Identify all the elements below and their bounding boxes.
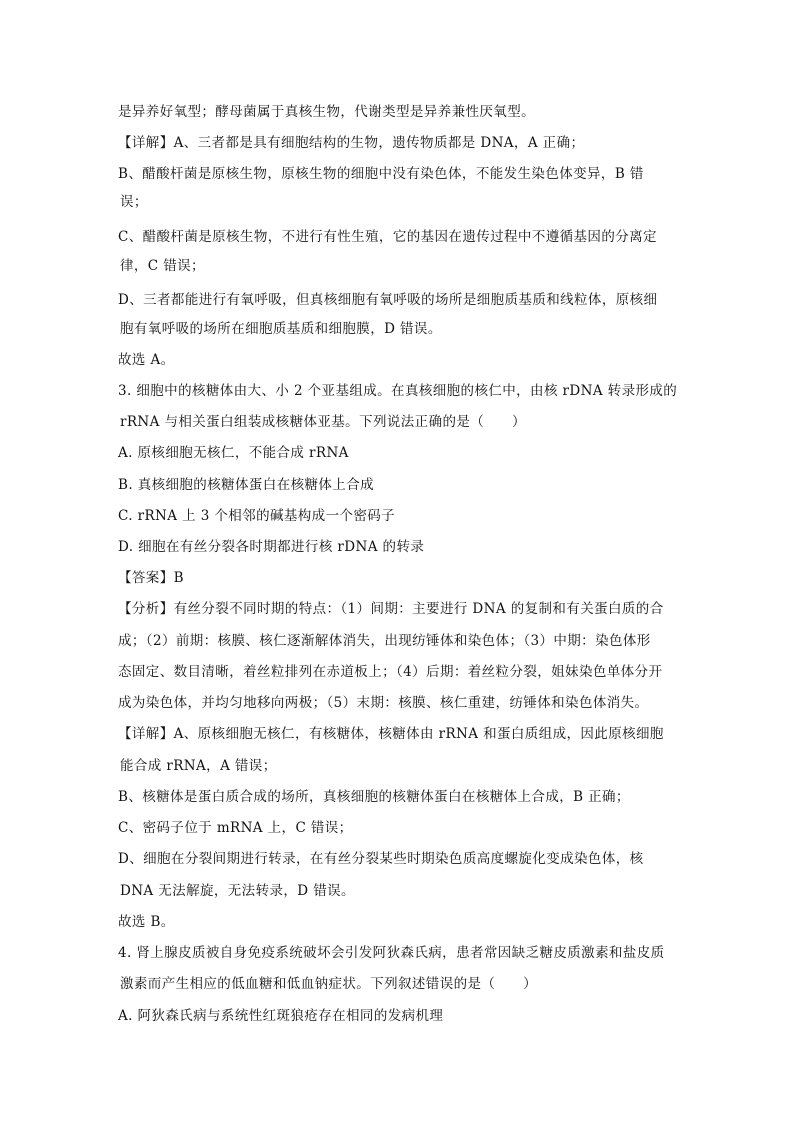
- question-3-stem: rRNA 与相关蛋白组装成核糖体亚基。下列说法正确的是（ ）: [120, 414, 526, 430]
- text-line: 【详解】A、三者都是具有细胞结构的生物，遗传物质都是 DNA，A 正确；: [118, 135, 585, 151]
- option-c: C. rRNA 上 3 个相邻的碱基构成一个密码子: [118, 508, 396, 524]
- detail-line: C、密码子位于 mRNA 上，C 错误；: [118, 820, 353, 836]
- option-a: A. 原核细胞无核仁，不能合成 rRNA: [118, 445, 349, 461]
- text-line: C、醋酸杆菌是原核生物，不进行有性生殖，它的基因在遗传过程中不遵循基因的分离定: [118, 229, 657, 245]
- detail-line: D、细胞在分裂间期进行转录，在有丝分裂某些时期染色质高度螺旋化变成染色体，核: [118, 851, 644, 867]
- detail-line: 能合成 rRNA，A 错误；: [120, 758, 277, 774]
- question-4-stem: 4. 肾上腺皮质被自身免疫系统破坏会引发阿狄森氏病，患者常因缺乏糖皮质激素和盐皮质: [118, 945, 665, 961]
- detail-line: DNA 无法解旋，无法转录，D 错误。: [120, 883, 355, 899]
- answer-line: 【答案】B: [118, 570, 184, 586]
- text-line: 律，C 错误；: [120, 258, 205, 274]
- analysis-line: 态固定、数目清晰，着丝粒排列在赤道板上；（4）后期：着丝粒分裂，姐妹染色单体分开: [118, 664, 663, 680]
- choice-line: 故选 B。: [118, 914, 175, 930]
- detail-line: B、核糖体是蛋白质合成的场所，真核细胞的核糖体蛋白在核糖体上合成，B 正确；: [118, 789, 630, 805]
- text-line: 是异养好氧型；酵母菌属于真核生物，代谢类型是异养兼性厌氧型。: [118, 104, 535, 120]
- text-line: 胞有氧呼吸的场所在细胞质基质和细胞膜，D 错误。: [120, 321, 442, 337]
- detail-line: 【详解】A、原核细胞无核仁，有核糖体，核糖体由 rRNA 和蛋白质组成，因此原核细胞: [118, 726, 664, 742]
- text-line: 故选 A。: [118, 352, 175, 368]
- option-b: B. 真核细胞的核糖体蛋白在核糖体上合成: [118, 477, 375, 493]
- option-a: A. 阿狄森氏病与系统性红斑狼疮存在相同的发病机理: [118, 1008, 444, 1024]
- text-line: B、醋酸杆菌是原核生物，原核生物的细胞中没有染色体，不能发生染色体变异，B 错: [118, 166, 644, 182]
- analysis-line: 成；（2）前期：核膜、核仁逐渐解体消失，出现纺锤体和染色体；（3）中期：染色体形: [118, 633, 651, 649]
- analysis-line: 【分析】有丝分裂不同时期的特点：（1）间期：主要进行 DNA 的复制和有关蛋白质的合: [118, 601, 664, 617]
- question-3-stem: 3. 细胞中的核糖体由大、小 2 个亚基组成。在真核细胞的核仁中，由核 rDNA 转录形成的: [118, 383, 678, 399]
- text-line: 误；: [120, 194, 148, 210]
- text-line: D、三者都能进行有氧呼吸，但真核细胞有氧呼吸的场所是细胞质基质和线粒体，原核细: [118, 292, 658, 308]
- option-d: D. 细胞在有丝分裂各时期都进行核 rDNA 的转录: [118, 539, 425, 555]
- analysis-line: 成为染色体，并均匀地移向两极；（5）末期：核膜、核仁重建，纺锤体和染色体消失。: [118, 695, 649, 711]
- question-4-stem: 激素而产生相应的低血糖和低血钠症状。下列叙述错误的是（ ）: [120, 976, 537, 992]
